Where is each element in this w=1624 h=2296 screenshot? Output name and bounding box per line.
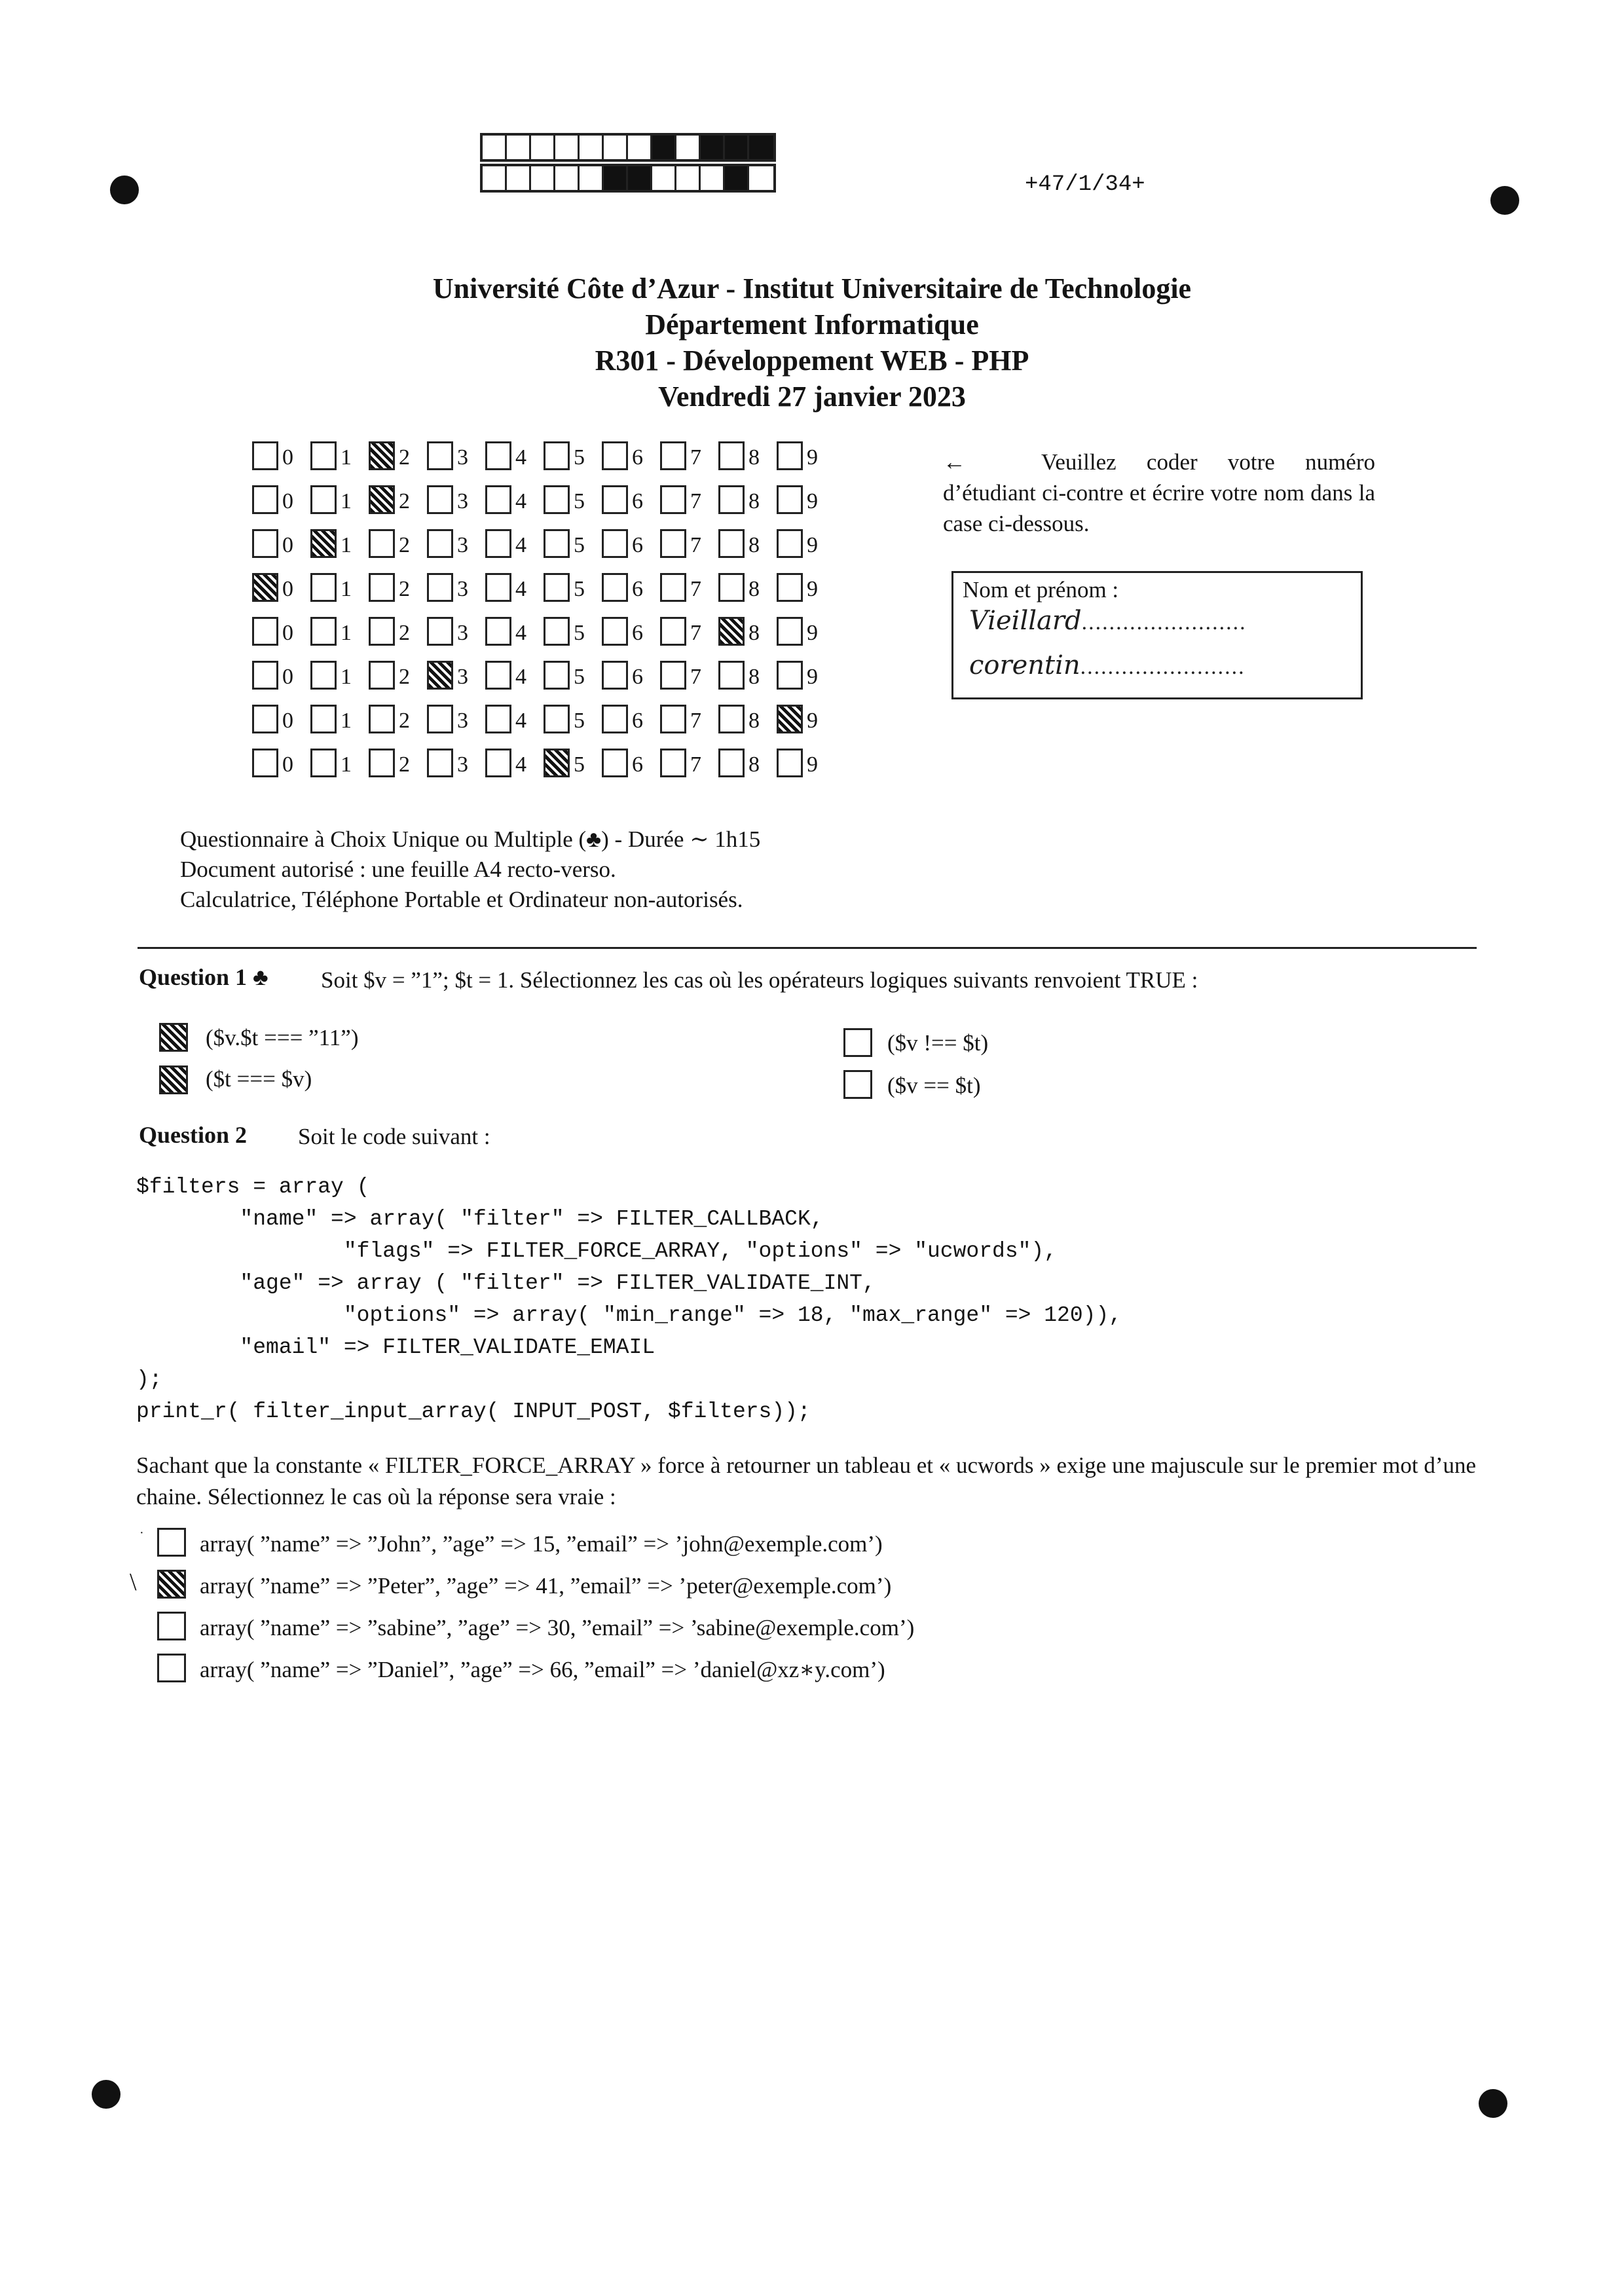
id-digit-checkbox[interactable]: [718, 485, 745, 514]
q2-option-2-text: array( ”name” => ”Peter”, ”age” => 41, ”email” => ’peter@exemple.com’): [200, 1573, 892, 1599]
id-digit-checkbox[interactable]: [252, 485, 278, 514]
id-digit-checkbox[interactable]: [485, 485, 511, 514]
id-digit-checkbox[interactable]: [427, 749, 453, 777]
stray-mark: ·: [139, 1526, 144, 1540]
id-digit-label: 5: [574, 709, 585, 733]
id-digit-label: 6: [632, 665, 643, 689]
question-2-paragraph: Sachant que la constante « FILTER_FORCE_ARRAY » force à retourner un tableau et « ucwords » exige une majuscule sur le premier mot d’une chaine. Sélectionnez le cas où la réponse sera vraie :: [136, 1453, 1477, 1509]
id-digit-label: 1: [341, 752, 352, 777]
id-digit-label: 1: [341, 445, 352, 470]
q1-option-3-text: ($v !== $t): [887, 1030, 989, 1056]
id-digit-checkbox[interactable]: [777, 617, 803, 646]
barcode-cell: [628, 166, 652, 190]
code-line-1: $filters = array (: [136, 1175, 370, 1199]
id-digit-checkbox[interactable]: [602, 617, 628, 646]
id-digit-label: 2: [399, 665, 410, 689]
id-digit-label: 3: [457, 752, 468, 777]
id-digit-label: 7: [690, 621, 701, 645]
name-line-1[interactable]: [969, 606, 1247, 636]
id-digit-checkbox[interactable]: [660, 617, 686, 646]
id-digit-checkbox[interactable]: [602, 485, 628, 514]
code-line-2: "name" => array( "filter" => FILTER_CALLBACK,: [136, 1207, 824, 1231]
barcode-cell: [483, 166, 507, 190]
id-digit-label: 6: [632, 621, 643, 645]
q2-option-3-checkbox[interactable]: [157, 1612, 186, 1640]
barcode-cell: [507, 166, 531, 190]
barcode-row-1: [480, 133, 776, 162]
header-course: R301 - Développement WEB - PHP: [595, 344, 1029, 377]
rules-line-2: Document autorisé : une feuille A4 recto-verso.: [180, 857, 616, 882]
id-digit-label: 8: [748, 489, 760, 513]
registration-mark-bottom-right: [1479, 2089, 1507, 2118]
id-digit-checkbox[interactable]: [544, 441, 570, 470]
id-digit-checkbox[interactable]: [310, 661, 337, 690]
id-digit-label: 3: [457, 489, 468, 513]
id-digit-checkbox[interactable]: [369, 485, 395, 514]
id-digit-label: 1: [341, 621, 352, 645]
pen-mark: \: [130, 1568, 137, 1596]
question-2-label: Question 2: [139, 1122, 248, 1148]
id-digit-label: 2: [399, 621, 410, 645]
id-digit-checkbox[interactable]: [660, 529, 686, 558]
barcode-cell: [507, 136, 531, 159]
id-digit-checkbox[interactable]: [427, 705, 453, 733]
id-digit-checkbox[interactable]: [602, 661, 628, 690]
id-digit-checkbox[interactable]: [252, 573, 278, 602]
question-1-text: Soit $v = ”1”; $t = 1. Sélectionnez les cas où les opérateurs logiques suivants renvoient TRUE :: [321, 967, 1198, 993]
sheet-id: +47/1/34+: [1025, 172, 1145, 197]
barcode-cell: [604, 166, 628, 190]
id-digit-checkbox[interactable]: [544, 529, 570, 558]
id-digit-label: 6: [632, 752, 643, 777]
q1-option-3-checkbox[interactable]: [843, 1028, 872, 1057]
id-digit-checkbox[interactable]: [369, 617, 395, 646]
id-digit-checkbox[interactable]: [777, 529, 803, 558]
id-digit-checkbox[interactable]: [660, 661, 686, 690]
id-digit-checkbox[interactable]: [427, 485, 453, 514]
barcode-cell: [701, 166, 725, 190]
id-digit-label: 4: [515, 709, 526, 733]
left-arrow-icon: ←: [943, 449, 966, 475]
header-date: Vendredi 27 janvier 2023: [658, 380, 966, 413]
id-digit-checkbox[interactable]: [718, 705, 745, 733]
q2-option-1-checkbox[interactable]: [157, 1528, 186, 1557]
id-digit-checkbox[interactable]: [310, 441, 337, 470]
id-digit-label: 2: [399, 445, 410, 470]
id-digit-label: 3: [457, 665, 468, 689]
id-digit-checkbox[interactable]: [777, 573, 803, 602]
handwritten-firstname: corentin: [969, 650, 1080, 680]
id-digit-label: 1: [341, 709, 352, 733]
id-digit-checkbox[interactable]: [544, 617, 570, 646]
id-digit-label: 7: [690, 665, 701, 689]
id-digit-label: 6: [632, 709, 643, 733]
id-digit-label: 0: [282, 489, 293, 513]
barcode-cell: [749, 136, 773, 159]
id-digit-label: 5: [574, 577, 585, 601]
id-digit-checkbox[interactable]: [544, 573, 570, 602]
name-box-label: Nom et prénom :: [963, 577, 1119, 602]
id-digit-label: 9: [807, 445, 818, 470]
barcode-cell: [725, 166, 749, 190]
barcode-cell: [580, 136, 604, 159]
id-digit-checkbox[interactable]: [427, 661, 453, 690]
code-line-8: print_r( filter_input_array( INPUT_POST, $filters));: [136, 1399, 811, 1424]
id-digit-label: 8: [748, 445, 760, 470]
q2-option-2-checkbox[interactable]: [157, 1570, 186, 1599]
code-line-4: "age" => array ( "filter" => FILTER_VALIDATE_INT,: [136, 1271, 876, 1295]
id-digit-checkbox[interactable]: [660, 749, 686, 777]
id-digit-checkbox[interactable]: [485, 573, 511, 602]
id-digit-label: 7: [690, 577, 701, 601]
id-digit-checkbox[interactable]: [602, 749, 628, 777]
id-digit-label: 6: [632, 533, 643, 557]
id-digit-checkbox[interactable]: [369, 705, 395, 733]
id-digit-checkbox[interactable]: [252, 617, 278, 646]
id-digit-checkbox[interactable]: [602, 441, 628, 470]
id-digit-checkbox[interactable]: [777, 661, 803, 690]
divider: [138, 947, 1477, 949]
id-digit-label: 0: [282, 752, 293, 777]
barcode-cell: [555, 136, 580, 159]
id-digit-checkbox[interactable]: [485, 661, 511, 690]
q1-option-2-checkbox[interactable]: [159, 1065, 188, 1094]
barcode-cell: [725, 136, 749, 159]
name-line-2[interactable]: [969, 650, 1246, 680]
barcode-cell: [652, 136, 676, 159]
id-digit-label: 8: [748, 621, 760, 645]
id-digit-label: 5: [574, 489, 585, 513]
id-digit-checkbox[interactable]: [544, 705, 570, 733]
id-digit-label: 8: [748, 533, 760, 557]
id-digit-label: 1: [341, 533, 352, 557]
id-digit-checkbox[interactable]: [310, 749, 337, 777]
barcode-cell: [676, 136, 701, 159]
id-digit-checkbox[interactable]: [369, 441, 395, 470]
id-digit-checkbox[interactable]: [544, 749, 570, 777]
id-digit-label: 6: [632, 445, 643, 470]
header-university: Université Côte d’Azur - Institut Universitaire de Technologie: [432, 272, 1192, 305]
id-digit-checkbox[interactable]: [544, 661, 570, 690]
id-digit-checkbox[interactable]: [777, 441, 803, 470]
barcode-cell: [628, 136, 652, 159]
id-digit-label: 3: [457, 577, 468, 601]
id-digit-label: 4: [515, 665, 526, 689]
id-digit-checkbox[interactable]: [660, 441, 686, 470]
id-digit-checkbox[interactable]: [777, 749, 803, 777]
id-digit-label: 4: [515, 489, 526, 513]
dotted-line: ........................: [1081, 610, 1247, 635]
id-digit-label: 4: [515, 533, 526, 557]
id-digit-checkbox[interactable]: [660, 705, 686, 733]
id-digit-checkbox[interactable]: [485, 617, 511, 646]
id-digit-label: 9: [807, 752, 818, 777]
id-digit-label: 1: [341, 665, 352, 689]
id-digit-checkbox[interactable]: [485, 749, 511, 777]
code-line-7: );: [136, 1367, 162, 1392]
id-digit-label: 2: [399, 709, 410, 733]
id-digit-checkbox[interactable]: [602, 529, 628, 558]
id-digit-label: 5: [574, 752, 585, 777]
id-digit-label: 7: [690, 752, 701, 777]
registration-mark-top-left: [110, 176, 139, 204]
id-digit-checkbox[interactable]: [369, 749, 395, 777]
id-digit-label: 3: [457, 445, 468, 470]
id-digit-label: 9: [807, 709, 818, 733]
id-digit-checkbox[interactable]: [485, 441, 511, 470]
barcode-cell: [531, 166, 555, 190]
q2-option-4-text: array( ”name” => ”Daniel”, ”age” => 66, ”email” => ’daniel@xz∗y.com’): [200, 1657, 885, 1682]
id-digit-checkbox[interactable]: [252, 661, 278, 690]
id-digit-checkbox[interactable]: [310, 529, 337, 558]
id-digit-label: 4: [515, 752, 526, 777]
id-digit-label: 7: [690, 709, 701, 733]
id-digit-checkbox[interactable]: [252, 441, 278, 470]
id-digit-checkbox[interactable]: [310, 617, 337, 646]
id-digit-checkbox[interactable]: [602, 573, 628, 602]
id-digit-checkbox[interactable]: [718, 441, 745, 470]
id-digit-checkbox[interactable]: [252, 705, 278, 733]
dotted-line: ........................: [1080, 655, 1246, 679]
id-digit-checkbox[interactable]: [427, 617, 453, 646]
rules-line-1: Questionnaire à Choix Unique ou Multiple (♣) - Durée ∼ 1h15: [180, 826, 761, 852]
id-digit-checkbox[interactable]: [485, 529, 511, 558]
id-digit-checkbox[interactable]: [427, 441, 453, 470]
barcode-cell: [701, 136, 725, 159]
id-digit-label: 2: [399, 489, 410, 513]
q1-option-2-text: ($t === $v): [206, 1066, 312, 1092]
id-digit-label: 3: [457, 709, 468, 733]
id-digit-checkbox[interactable]: [310, 573, 337, 602]
id-digit-label: 0: [282, 533, 293, 557]
id-digit-label: 2: [399, 752, 410, 777]
q1-option-4-text: ($v == $t): [887, 1073, 981, 1098]
name-box[interactable]: [951, 571, 1363, 699]
barcode-cell: [604, 136, 628, 159]
id-digit-checkbox[interactable]: [252, 529, 278, 558]
registration-mark-bottom-left: [92, 2080, 120, 2109]
id-digit-label: 7: [690, 445, 701, 470]
id-digit-label: 8: [748, 752, 760, 777]
header-department: Département Informatique: [645, 308, 979, 341]
id-digit-checkbox[interactable]: [310, 705, 337, 733]
id-digit-checkbox[interactable]: [718, 617, 745, 646]
id-digit-label: 0: [282, 621, 293, 645]
id-digit-label: 0: [282, 577, 293, 601]
id-digit-label: 8: [748, 665, 760, 689]
id-digit-checkbox[interactable]: [369, 573, 395, 602]
id-digit-label: 5: [574, 621, 585, 645]
id-digit-label: 4: [515, 445, 526, 470]
barcode-cell: [580, 166, 604, 190]
id-digit-label: 3: [457, 533, 468, 557]
q1-option-1-text: ($v.$t === ”11”): [206, 1025, 359, 1050]
barcode-cell: [555, 166, 580, 190]
id-digit-checkbox[interactable]: [544, 485, 570, 514]
id-digit-label: 0: [282, 665, 293, 689]
id-digit-checkbox[interactable]: [718, 749, 745, 777]
barcode-cell: [531, 136, 555, 159]
id-digit-checkbox[interactable]: [427, 529, 453, 558]
id-digit-checkbox[interactable]: [369, 661, 395, 690]
id-digit-checkbox[interactable]: [718, 529, 745, 558]
id-digit-label: 1: [341, 489, 352, 513]
code-line-6: "email" => FILTER_VALIDATE_EMAIL: [136, 1335, 655, 1360]
registration-mark-top-right: [1490, 186, 1519, 215]
barcode-row-2: [480, 164, 776, 193]
q2-option-3-text: array( ”name” => ”sabine”, ”age” => 30, ”email” => ’sabine@exemple.com’): [200, 1615, 915, 1640]
barcode-cell: [676, 166, 701, 190]
id-digit-label: 8: [748, 577, 760, 601]
code-line-3: "flags" => FILTER_FORCE_ARRAY, "options" => "ucwords"),: [136, 1239, 1058, 1263]
id-digit-label: 6: [632, 489, 643, 513]
q1-option-1-checkbox[interactable]: [159, 1023, 188, 1052]
id-digit-checkbox[interactable]: [718, 661, 745, 690]
id-digit-checkbox[interactable]: [660, 485, 686, 514]
id-digit-checkbox[interactable]: [777, 705, 803, 733]
code-line-5: "options" => array( "min_range" => 18, "max_range" => 120)),: [136, 1303, 1122, 1327]
id-digit-label: 5: [574, 665, 585, 689]
barcode-cell: [652, 166, 676, 190]
id-digit-checkbox[interactable]: [252, 749, 278, 777]
id-digit-label: 5: [574, 533, 585, 557]
id-digit-label: 9: [807, 621, 818, 645]
id-digit-label: 2: [399, 533, 410, 557]
id-instructions: [943, 447, 1375, 539]
question-1-label: Question 1 ♣: [139, 964, 268, 990]
id-digit-checkbox[interactable]: [777, 485, 803, 514]
id-digit-label: 9: [807, 533, 818, 557]
id-digit-label: 4: [515, 621, 526, 645]
barcode-cell: [483, 136, 507, 159]
id-digit-label: 9: [807, 577, 818, 601]
id-digit-checkbox[interactable]: [660, 573, 686, 602]
id-digit-label: 6: [632, 577, 643, 601]
id-digit-checkbox[interactable]: [485, 705, 511, 733]
id-digit-label: 7: [690, 533, 701, 557]
instructions-text: Veuillez coder votre numéro d’étudiant ci-contre et écrire votre nom dans la case ci-dessous.: [943, 449, 1375, 536]
barcode-cell: [749, 166, 773, 190]
id-digit-label: 2: [399, 577, 410, 601]
q2-option-4-checkbox[interactable]: [157, 1654, 186, 1682]
id-digit-checkbox[interactable]: [310, 485, 337, 514]
id-digit-label: 7: [690, 489, 701, 513]
id-digit-label: 5: [574, 445, 585, 470]
id-digit-label: 8: [748, 709, 760, 733]
id-digit-checkbox[interactable]: [427, 573, 453, 602]
rules-line-3: Calculatrice, Téléphone Portable et Ordinateur non-autorisés.: [180, 887, 743, 912]
id-digit-checkbox[interactable]: [602, 705, 628, 733]
id-digit-label: 0: [282, 709, 293, 733]
id-digit-label: 9: [807, 665, 818, 689]
id-digit-checkbox[interactable]: [718, 573, 745, 602]
handwritten-surname: Vieillard: [969, 606, 1082, 636]
question-2-text: Soit le code suivant :: [298, 1124, 490, 1149]
id-digit-label: 4: [515, 577, 526, 601]
id-digit-label: 9: [807, 489, 818, 513]
q1-option-4-checkbox[interactable]: [843, 1070, 872, 1099]
id-digit-label: 3: [457, 621, 468, 645]
id-digit-label: 0: [282, 445, 293, 470]
q2-option-1-text: array( ”name” => ”John”, ”age” => 15, ”email” => ’john@exemple.com’): [200, 1531, 883, 1557]
id-digit-checkbox[interactable]: [369, 529, 395, 558]
id-digit-label: 1: [341, 577, 352, 601]
